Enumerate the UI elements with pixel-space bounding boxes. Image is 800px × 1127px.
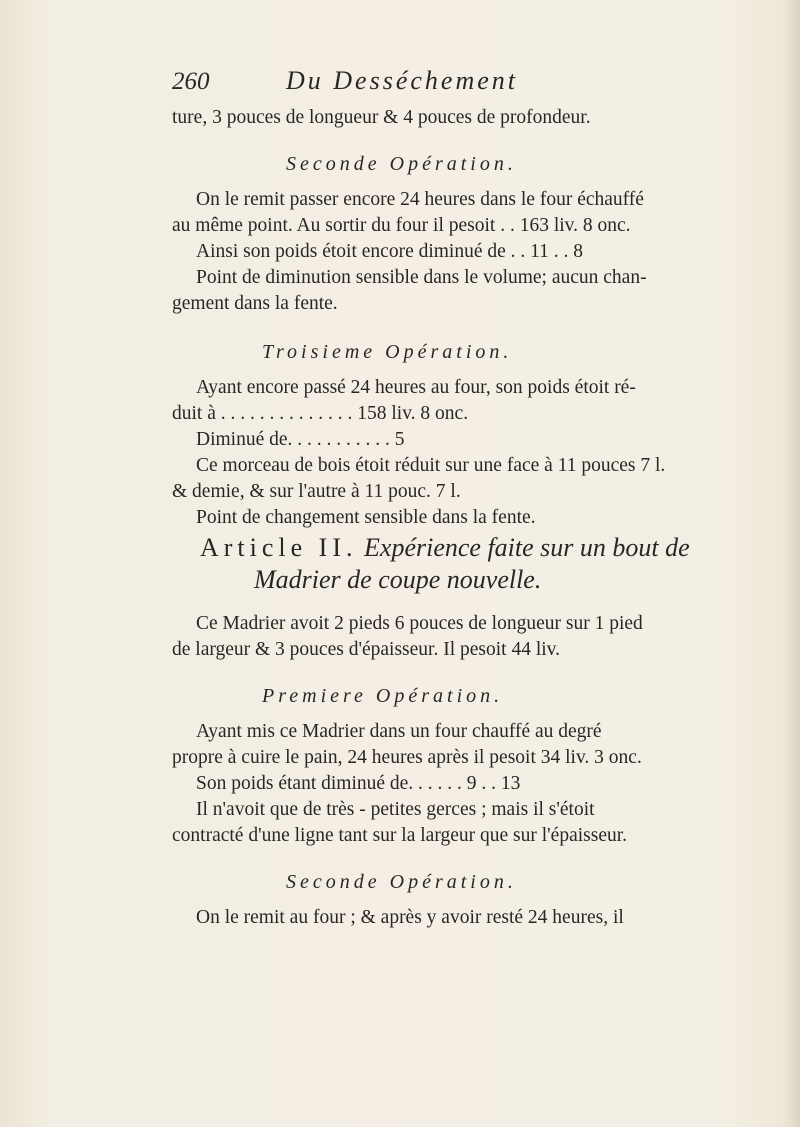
section-heading-premiere-operation: Premiere Opération. [262,685,504,707]
text-line: On le remit au four ; & après y avoir resté 24 heures, il [196,907,624,928]
article-title-line2: Madrier de coupe nouvelle. [254,565,542,594]
text-line: Diminué de. . . . . . . . . . . 5 [196,429,405,450]
text-line: Ce Madrier avoit 2 pieds 6 pouces de longueur sur 1 pied [196,613,643,634]
article-heading-continued [254,565,542,594]
text-line: Point de changement sensible dans la fente. [196,507,536,528]
article-heading [200,533,690,562]
page-edge-shadow [782,0,800,1127]
text-line: Ayant encore passé 24 heures au four, son poids étoit ré- [196,377,636,398]
article-label: Article II. [200,533,358,562]
section-heading-seconde-operation-2: Seconde Opération. [286,871,517,893]
section-heading-troisieme-operation: Troisieme Opération. [262,341,513,363]
text-line: gement dans la fente. [172,293,338,314]
text-line: ture, 3 pouces de longueur & 4 pouces de profondeur. [172,107,591,128]
text-line: Son poids étant diminué de. . . . . . 9 . . 13 [196,773,521,794]
text-line: propre à cuire le pain, 24 heures après il pesoit 34 liv. 3 onc. [172,747,642,768]
text-line: contracté d'une ligne tant sur la largeur que sur l'épaisseur. [172,825,628,846]
text-line: Il n'avoit que de très - petites gerces ; mais il s'étoit [196,799,595,820]
article-title: Expérience faite sur un bout de [364,533,690,562]
text-line: & demie, & sur l'autre à 11 pouc. 7 l. [172,481,461,502]
text-line: au même point. Au sortir du four il pesoit . . 163 liv. 8 onc. [172,215,631,236]
text-line: Point de diminution sensible dans le volume; aucun chan- [196,267,647,288]
text-line: de largeur & 3 pouces d'épaisseur. Il pesoit 44 liv. [172,639,561,660]
text-line: duit à . . . . . . . . . . . . . . 158 liv. 8 onc. [172,403,469,424]
page-number: 260 [172,68,210,95]
page-header [172,66,632,102]
text-line: On le remit passer encore 24 heures dans le four échauffé [196,189,644,210]
section-heading-seconde-operation: Seconde Opération. [286,153,517,175]
text-line: Ayant mis ce Madrier dans un four chauffé au degré [196,721,602,742]
text-line: Ce morceau de bois étoit réduit sur une face à 11 pouces 7 l. [196,455,666,476]
running-title: Du Desséchement [286,66,518,95]
text-line: Ainsi son poids étoit encore diminué de . . 11 . . 8 [196,241,584,262]
